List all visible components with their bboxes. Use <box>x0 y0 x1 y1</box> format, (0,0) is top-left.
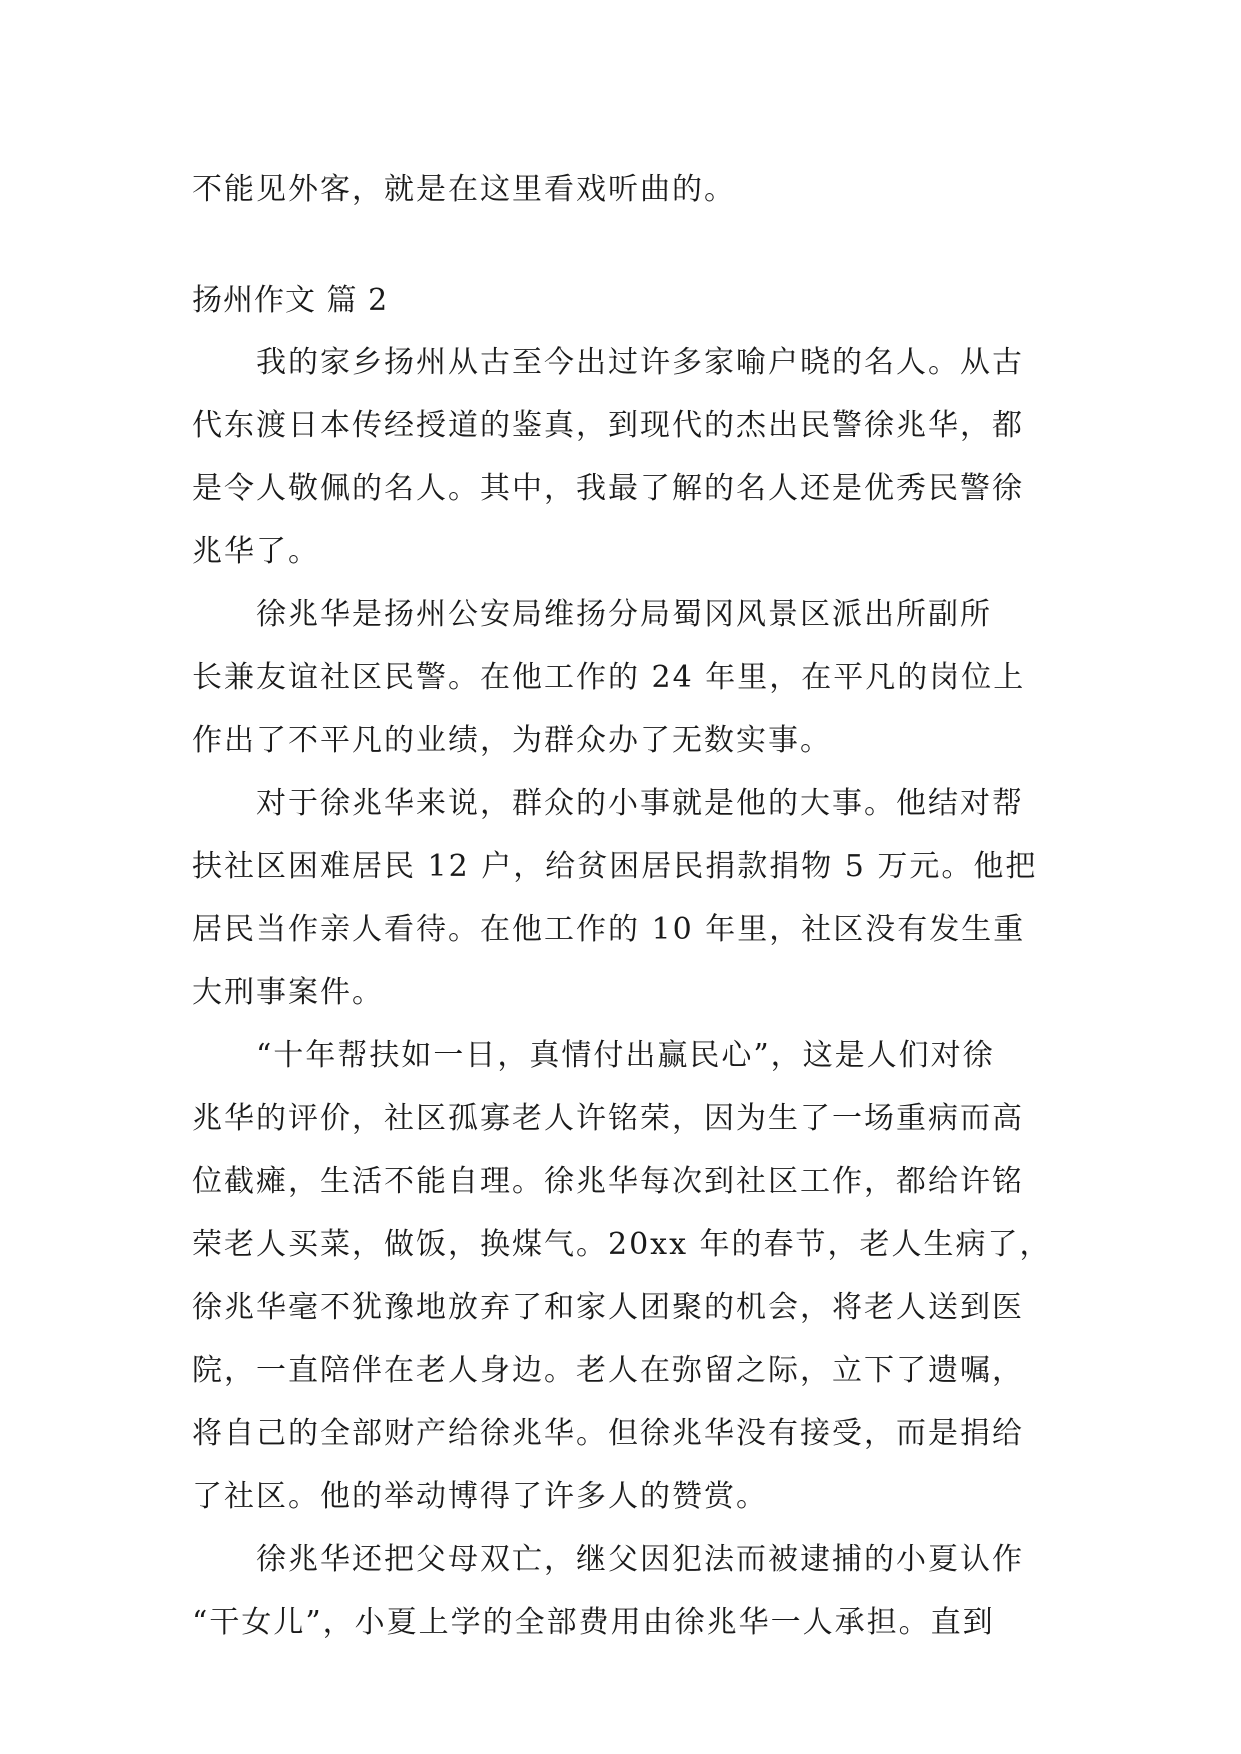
text-line: 大刑事案件。 <box>192 975 384 1010</box>
text-line: 代东渡日本传经授道的鉴真，到现代的杰出民警徐兆华，都 <box>192 408 1024 443</box>
text-line: 作出了不平凡的业绩，为群众办了无数实事。 <box>192 723 832 758</box>
paragraph-5 <box>192 1528 1054 1654</box>
text-line: 位截瘫，生活不能自理。徐兆华每次到社区工作，都给许铭 <box>192 1164 1024 1199</box>
previous-text <box>192 158 1054 221</box>
text-line: 了社区。他的举动博得了许多人的赞赏。 <box>192 1479 768 1514</box>
text-line: 徐兆华是扬州公安局维扬分局蜀冈风景区派出所副所 <box>256 597 992 632</box>
article-body <box>192 331 1054 1654</box>
text-line: “十年帮扶如一日，真情付出赢民心”，这是人们对徐 <box>256 1038 995 1073</box>
text-line: 兆华的评价，社区孤寡老人许铭荣，因为生了一场重病而高 <box>192 1101 1024 1136</box>
text-line: 对于徐兆华来说，群众的小事就是他的大事。他结对帮 <box>256 786 1024 821</box>
text-line: 将自己的全部财产给徐兆华。但徐兆华没有接受，而是捐给 <box>192 1416 1024 1451</box>
paragraph-3 <box>192 772 1054 1024</box>
paragraph-4 <box>192 1024 1054 1528</box>
section-title: 扬州作文 篇 2 <box>192 283 389 318</box>
text-line: 院，一直陪伴在老人身边。老人在弥留之际，立下了遗嘱， <box>192 1353 1024 1388</box>
text-line: 是令人敬佩的名人。其中，我最了解的名人还是优秀民警徐 <box>192 471 1024 506</box>
paragraph-2 <box>192 583 1054 772</box>
text-line: 徐兆华毫不犹豫地放弃了和家人团聚的机会，将老人送到医 <box>192 1290 1024 1325</box>
text-line: 不能见外客，就是在这里看戏听曲的。 <box>192 172 736 207</box>
paragraph-1 <box>192 331 1054 583</box>
text-line: 荣老人买菜，做饭，换煤气。20xx 年的春节，老人生病了， <box>192 1227 1052 1262</box>
text-line: 兆华了。 <box>192 534 320 569</box>
text-line: 徐兆华还把父母双亡，继父因犯法而被逮捕的小夏认作 <box>256 1542 1024 1577</box>
text-line: 长兼友谊社区民警。在他工作的 24 年里，在平凡的岗位上 <box>192 660 1026 695</box>
text-line: 居民当作亲人看待。在他工作的 10 年里，社区没有发生重 <box>192 912 1026 947</box>
text-line: “干女儿”，小夏上学的全部费用由徐兆华一人承担。直到 <box>192 1605 995 1640</box>
text-line: 扶社区困难居民 12 户，给贫困居民捐款捐物 5 万元。他把 <box>192 849 1038 884</box>
text-line: 我的家乡扬州从古至今出过许多家喻户晓的名人。从古 <box>256 345 1024 380</box>
